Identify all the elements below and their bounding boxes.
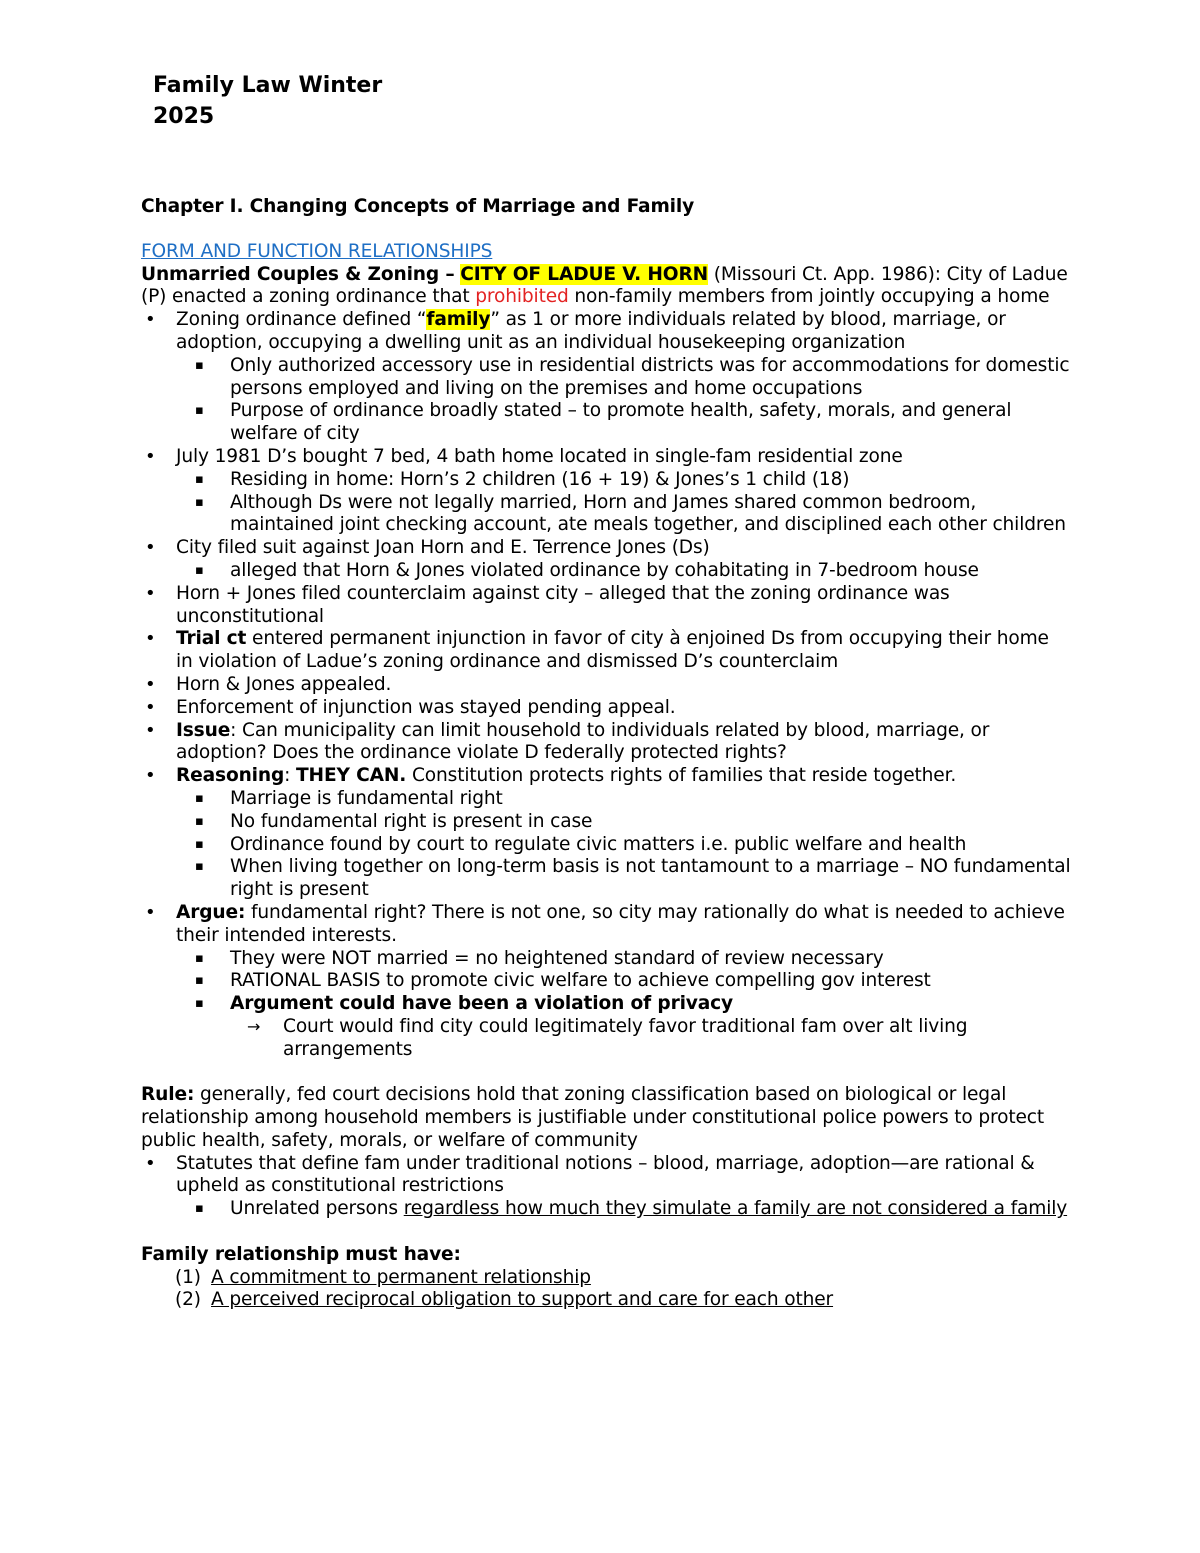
family-relationship-heading: Family relationship must have:	[141, 1243, 461, 1265]
sub-list-item: ▪ Although Ds were not legally married, Horn and James shared common bedroom, maintained joint checking account, ate meals together, and disciplined each other children	[141, 492, 1071, 538]
family-term: family	[426, 309, 491, 331]
case-intro-text-2: non-family members from jointly occupying a home	[568, 286, 1050, 308]
chapter-heading: Chapter I. Changing Concepts of Marriage and Family	[141, 196, 695, 217]
sub-list-item: ▪ They were NOT married = no heightened standard of review necessary	[141, 948, 1071, 971]
list-item	[141, 309, 1071, 355]
underlined-text: A perceived reciprocal obligation to support and care for each other	[211, 1289, 834, 1311]
sub-list-item: ▪ When living together on long-term basis is not tantamount to a marriage – NO fundamental right is present	[141, 856, 1071, 902]
spacer	[141, 1061, 1071, 1084]
prohibited-word: prohibited	[475, 286, 569, 308]
spacer	[141, 1221, 1071, 1244]
sub-list-item: ▪ Marriage is fundamental right	[141, 788, 1071, 811]
list-item: • July 1981 D’s bought 7 bed, 4 bath home located in single-fam residential zone	[141, 446, 1071, 469]
numbered-item	[141, 1289, 1071, 1312]
text: Constitution protects rights of families that reside together.	[406, 765, 957, 787]
case-intro-text-1: (Missouri Ct. App. 1986): City of Ladue (P) enacted a zoning ordinance that	[141, 263, 1068, 308]
text: Unrelated persons	[230, 1198, 404, 1220]
text: : Can municipality can limit household to individuals related by blood, marriage, or adoption? Does the ordinance violate D federally protected rights?	[176, 719, 990, 764]
sub-list-item: ▪ RATIONAL BASIS to promote civic welfare to achieve compelling gov interest	[141, 970, 1071, 993]
case-intro-lead: Unmarried Couples & Zoning –	[141, 263, 455, 285]
item-number: (2)	[175, 1289, 201, 1311]
section-heading: FORM AND FUNCTION RELATIONSHIPS	[141, 240, 493, 262]
sub-list-item: ▪ Ordinance found by court to regulate civic matters i.e. public welfare and health	[141, 834, 1071, 857]
title-line-2: 2025	[153, 104, 215, 129]
list-item	[141, 902, 1071, 948]
text: Zoning ordinance defined “	[176, 309, 427, 331]
sub-list-item: ▪ Argument could have been a violation of privacy	[141, 993, 1071, 1016]
list-item: • Enforcement of injunction was stayed pending appeal.	[141, 697, 1071, 720]
underlined-text: regardless how much they simulate a family are not considered a family	[403, 1198, 1068, 1220]
sub-list-item: ▪ Purpose of ordinance broadly stated – to promote health, safety, morals, and general welfare of city	[141, 400, 1071, 446]
list-item: • Horn + Jones filed counterclaim against city – alleged that the zoning ordinance was unconstitutional	[141, 583, 1071, 629]
title-line-1: Family Law Winter	[153, 73, 383, 98]
item-number: (1)	[175, 1266, 201, 1288]
sub-list-item: ▪ Only authorized accessory use in residential districts was for accommodations for domestic persons employed and living on the premises and home occupations	[141, 355, 1071, 401]
case-intro	[141, 264, 1071, 310]
case-name: CITY OF LADUE V. HORN	[460, 263, 709, 285]
bold-label: Argue:	[176, 901, 246, 923]
numbered-item	[141, 1267, 1071, 1290]
list-item	[141, 765, 1071, 788]
underlined-text: A commitment to permanent relationship	[211, 1266, 591, 1288]
list-item: • Statutes that define fam under traditional notions – blood, marriage, adoption—are rational & upheld as constitutional restrictions	[141, 1153, 1071, 1199]
list-item	[141, 720, 1071, 766]
text: entered permanent injunction in favor of city à enjoined Ds from occupying their home in violation of Ladue’s zoning ordinance and dismissed D’s counterclaim	[176, 628, 1049, 673]
sub-list-item: ▪ alleged that Horn & Jones violated ordinance by cohabitating in 7-bedroom house	[141, 560, 1071, 583]
text: :	[284, 765, 296, 787]
sub-list-item: ▪ No fundamental right is present in case	[141, 811, 1071, 834]
bold-label: THEY CAN.	[296, 765, 407, 787]
rule-paragraph	[141, 1084, 1071, 1152]
text: generally, fed court decisions hold that zoning classification based on biological or legal relationship among household members is justifiable under constitutional police powers to protect public health, safety, morals, or welfare of community	[141, 1084, 1045, 1151]
list-item: • City filed suit against Joan Horn and E. Terrence Jones (Ds)	[141, 537, 1071, 560]
document-title	[153, 70, 382, 132]
sub-list-item: ▪ Residing in home: Horn’s 2 children (16 + 19) & Jones’s 1 child (18)	[141, 469, 1071, 492]
bold-label: Rule:	[141, 1084, 195, 1106]
list-item: • Horn & Jones appealed.	[141, 674, 1071, 697]
document-body	[141, 196, 1071, 1312]
bold-label: Trial ct	[176, 628, 247, 650]
sub-list-item	[141, 1198, 1071, 1221]
list-item	[141, 628, 1071, 674]
text: fundamental right? There is not one, so city may rationally do what is needed to achieve their intended interests.	[176, 901, 1065, 946]
bold-label: Issue	[176, 719, 231, 741]
bold-label: Reasoning	[176, 765, 285, 787]
arrow-list-item: → Court would find city could legitimately favor traditional fam over alt living arrangements	[141, 1016, 1071, 1062]
text: ” as 1 or more individuals related by blood, marriage, or adoption, occupying a dwelling unit as an individual housekeeping organization	[176, 309, 1006, 353]
